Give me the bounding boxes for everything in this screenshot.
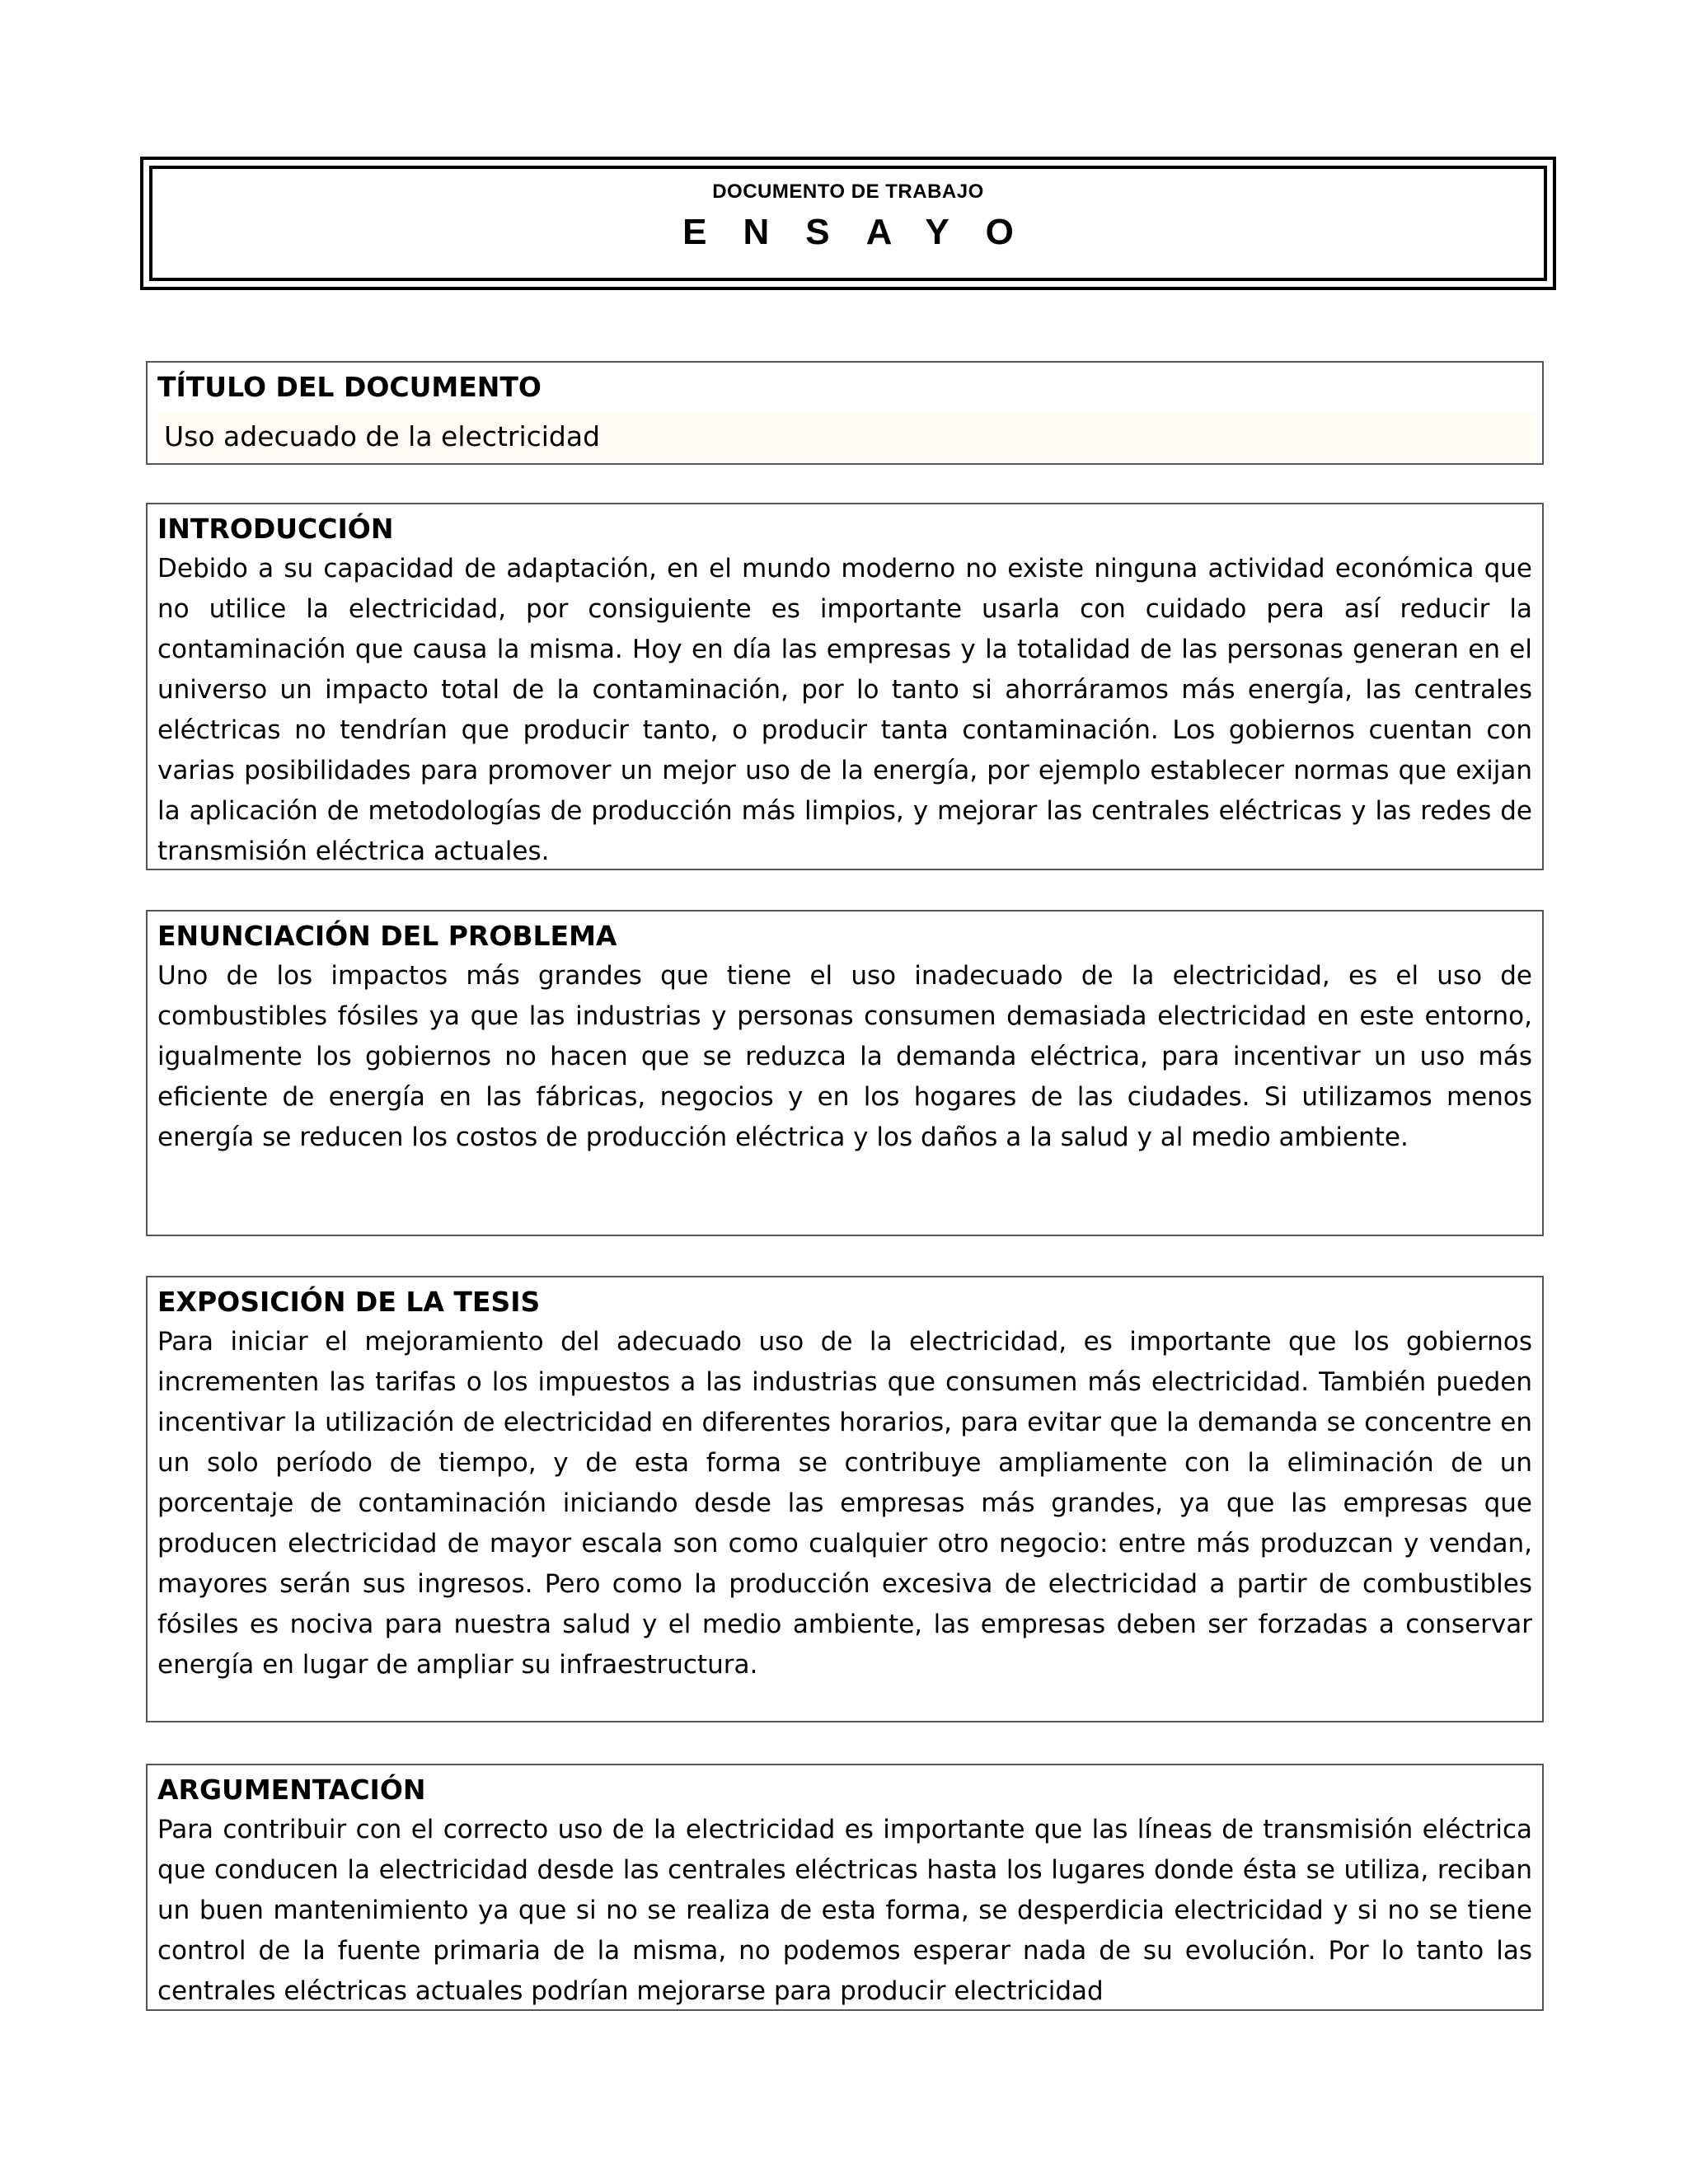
document-header-inner [149,166,1547,281]
introduccion-heading: INTRODUCCIÓN [157,513,394,545]
argumentacion-body: Para contribuir con el correcto uso de la electricidad es importante que las líneas de transmisión eléctrica que conducen la electricidad desde las centrales eléctricas hasta los lugares donde ésta se utiliza, reciban un buen mantenimiento ya que si no se realiza de esta forma, se desperdicia electricidad y si no se tiene control de la fuente primaria de la misma, no podemos esperar nada de su evolución. Por lo tanto las centrales eléctricas actuales podrían mejorarse para producir electricidad [157,1815,1532,2006]
tesis-body: Para iniciar el mejoramiento del adecuado uso de la electricidad, es importante que los gobiernos incrementen las tarifas o los impuestos a las industrias que consumen más electricidad. También pueden incentivar la utilización de electricidad en diferentes horarios, para evitar que la demanda se concentre en un solo período de tiempo, y de esta forma se contribuye ampliamente con la eliminación de un porcentaje de contaminación iniciando desde las empresas más grandes, ya que las empresas que producen electricidad de mayor escala son como cualquier otro negocio: entre más produzcan y vendan, mayores serán sus ingresos. Pero como la producción excesiva de electricidad a partir de combustibles fósiles es nociva para nuestra salud y el medio ambiente, las empresas deben ser forzadas a conservar energía en lugar de ampliar su infraestructura. [157,1327,1532,1680]
argumentacion-section [146,1764,1544,2011]
tesis-section [146,1276,1544,1722]
document-header [140,157,1556,290]
argumentacion-heading: ARGUMENTACIÓN [157,1774,426,1806]
enunciacion-section [146,910,1544,1236]
header-subtitle: DOCUMENTO DE TRABAJO [712,180,984,203]
tesis-heading: EXPOSICIÓN DE LA TESIS [157,1286,541,1318]
document-title-section [146,361,1544,465]
enunciacion-body: Uno de los impactos más grandes que tiene el uso inadecuado de la electricidad, es el uso de combustibles fósiles ya que las industrias y personas consumen demasiada electricidad en este entorno, igualmente los gobiernos no hacen que se reduzca la demanda eléctrica, para incentivar un uso más eficiente de energía en las fábricas, negocios y en los hogares de las ciudades. Si utilizamos menos energía se reducen los costos de producción eléctrica y los daños a la salud y al medio ambiente. [157,961,1532,1152]
introduccion-body: Debido a su capacidad de adaptación, en el mundo moderno no existe ninguna actividad económica que no utilice la electricidad, por consiguiente es importante usarla con cuidado pera así reducir la contaminación que causa la misma. Hoy en día las empresas y la totalidad de las personas generan en el universo un impacto total de la contaminación, por lo tanto si ahorráramos más energía, las centrales eléctricas no tendrían que producir tanto, o producir tanta contaminación. Los gobiernos cuentan con varias posibilidades para promover un mejor uso de la energía, por ejemplo establecer normas que exijan la aplicación de metodologías de producción más limpios, y mejorar las centrales eléctricas y las redes de transmisión eléctrica actuales. [157,554,1532,866]
enunciacion-heading: ENUNCIACIÓN DEL PROBLEMA [157,920,617,952]
introduccion-section [146,503,1544,870]
header-title: ENSAYO [682,212,1050,252]
document-title-heading: TÍTULO DEL DOCUMENTO [157,371,542,403]
document-title-value: Uso adecuado de la electricidad [157,412,1534,462]
